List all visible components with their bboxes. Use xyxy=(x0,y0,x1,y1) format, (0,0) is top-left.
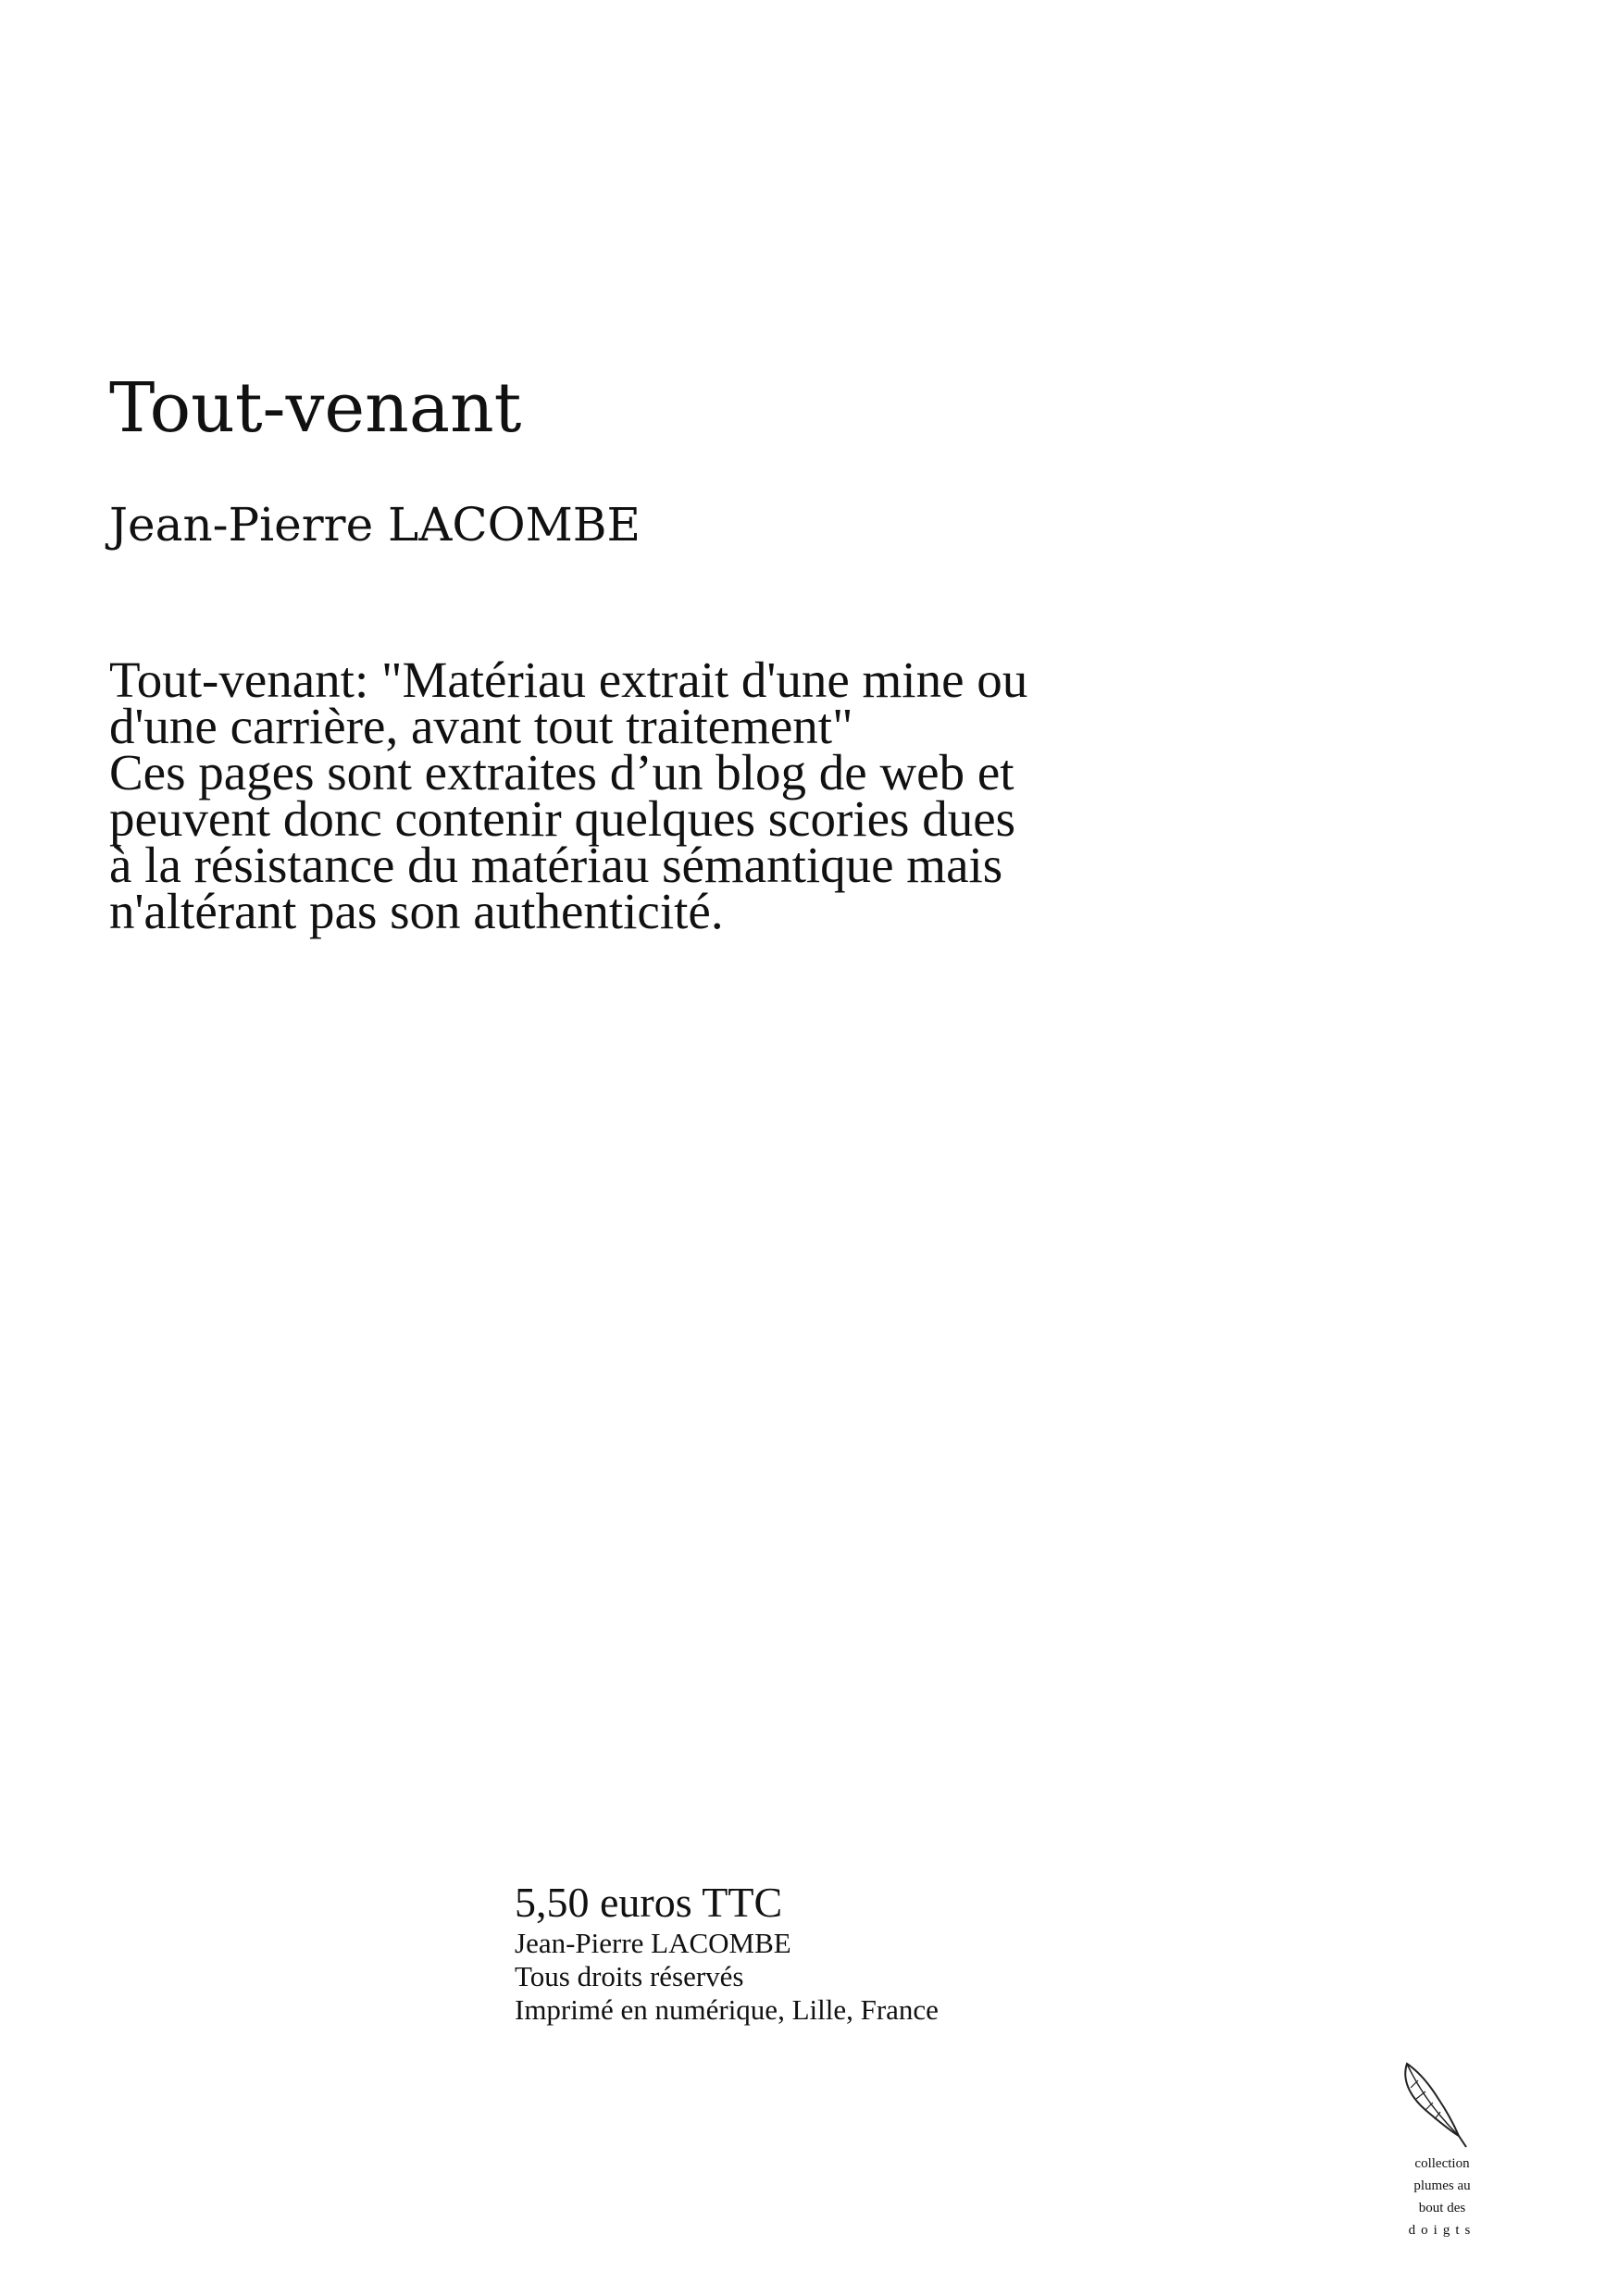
logo-line-2: plumes au xyxy=(1413,2178,1471,2193)
book-author: Jean-Pierre LACOMBE xyxy=(109,498,641,552)
feather-icon xyxy=(1398,2062,1472,2150)
print-location: Imprimé en numérique, Lille, France xyxy=(515,1993,939,2026)
rights-notice: Tous droits réservés xyxy=(515,1960,744,1992)
price-label: 5,50 euros TTC xyxy=(515,1879,783,1926)
logo-line-4: doigts xyxy=(1408,2223,1476,2238)
logo-line-1: collection xyxy=(1414,2156,1470,2171)
book-title: Tout-venant xyxy=(109,368,522,448)
imprint-block xyxy=(515,1879,939,2027)
book-blurb: Tout-venant: "Matériau extrait d'une mine ou d'une carrière, avant tout traitement" Ces pages sont extraites d’un blog de web et peuvent donc contenir quelques scories dues à la résistance du matériau sémantique mais n'altérant pas son authenticité. xyxy=(109,652,1028,939)
collection-logo xyxy=(1387,2062,1498,2239)
logo-line-3: bout des xyxy=(1418,2201,1466,2215)
imprint-author: Jean-Pierre LACOMBE xyxy=(515,1927,791,1959)
